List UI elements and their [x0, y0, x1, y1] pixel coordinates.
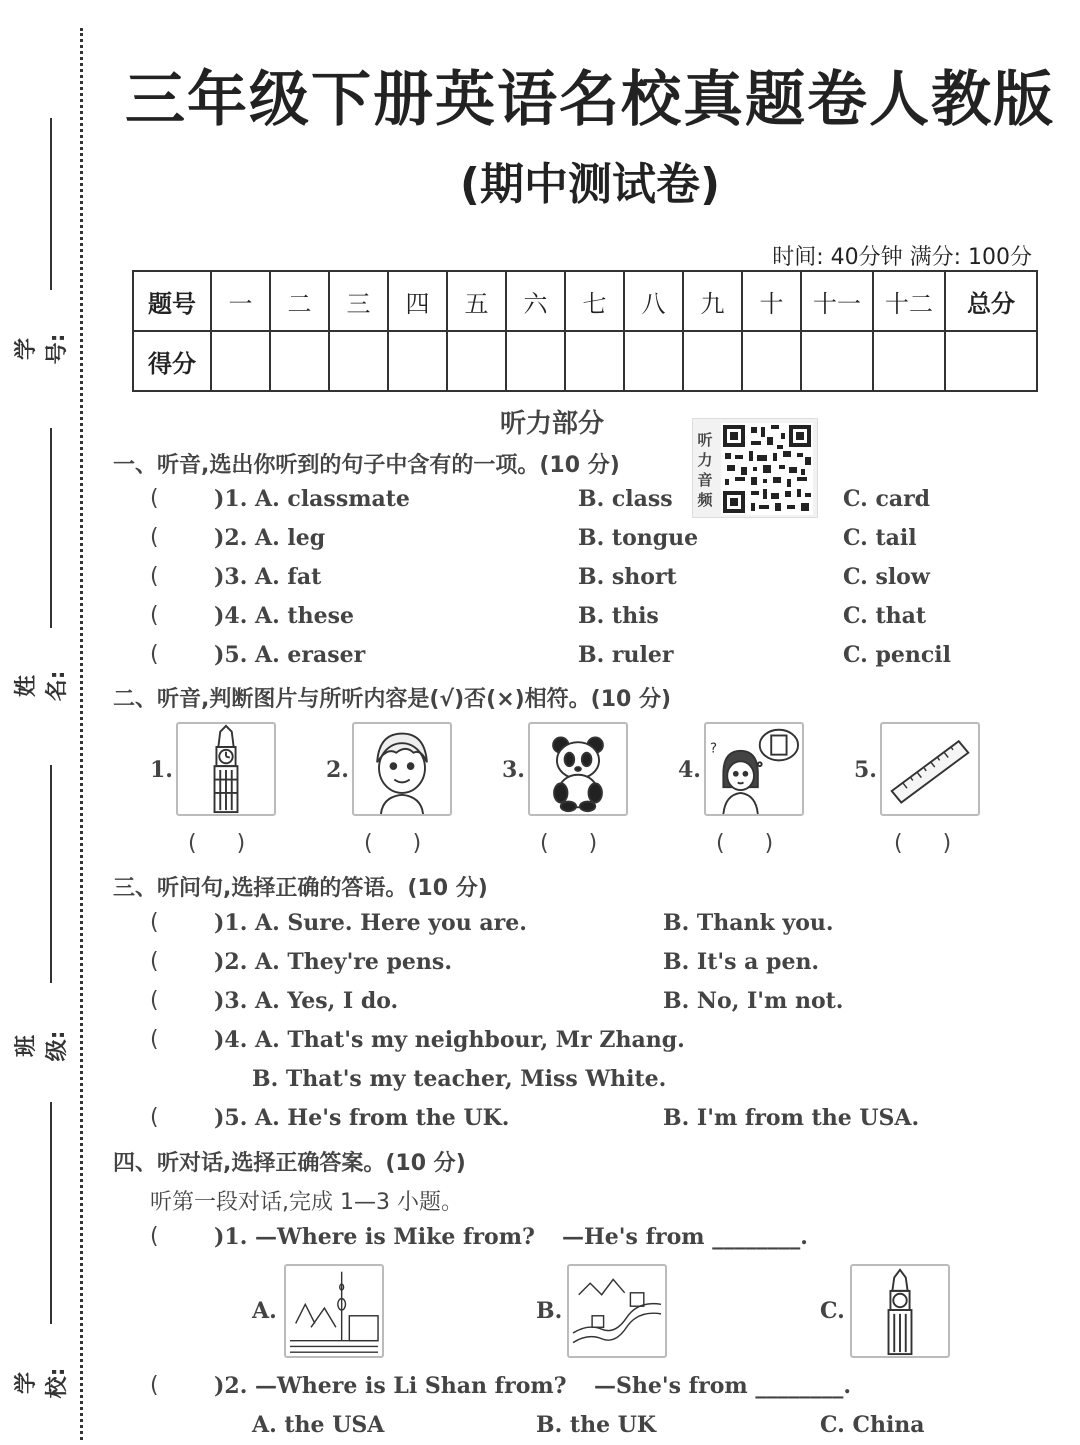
score-input-cell[interactable] — [742, 331, 801, 391]
picture-box — [567, 1264, 667, 1358]
score-input-cell[interactable] — [447, 331, 506, 391]
question-option-a: )2. A. leg — [214, 525, 326, 551]
question-option-a: )1. A. classmate — [214, 486, 410, 512]
city-skyline-icon — [286, 1266, 382, 1356]
score-input-cell[interactable] — [873, 331, 945, 391]
table-cell: 七 — [565, 271, 624, 331]
question-option-b: B. tongue — [578, 525, 699, 551]
score-input-cell[interactable] — [624, 331, 683, 391]
picture-number: 3. — [502, 757, 525, 783]
score-input-cell[interactable] — [565, 331, 624, 391]
answer-paren[interactable]: ( — [150, 910, 159, 935]
table-cell: 九 — [683, 271, 742, 331]
school-label: 学校: — [14, 1367, 70, 1399]
question-option-a: )2. A. They're pens. — [214, 949, 452, 975]
question-option-a: )5. A. He's from the UK. — [214, 1105, 510, 1131]
question-option-c: C. China — [820, 1412, 925, 1438]
table-cell: 三 — [329, 271, 388, 331]
picture-box — [850, 1264, 950, 1358]
svg-text:?: ? — [709, 741, 718, 757]
question-option-b: B. It's a pen. — [663, 949, 820, 975]
great-wall-icon — [569, 1266, 665, 1356]
question-option-b: B. ruler — [578, 642, 674, 668]
picture-box — [880, 722, 980, 816]
answer-paren[interactable]: ( — [150, 564, 159, 589]
question-option-a: )1. A. Sure. Here you are. — [214, 910, 527, 936]
part2-heading: 二、听音,判断图片与所听内容是(√)否(×)相符。(10 分) — [113, 687, 672, 712]
picture-number: 1. — [150, 757, 173, 783]
dialog-answer: —He's from ________. — [562, 1224, 808, 1250]
score-input-cell[interactable] — [388, 331, 447, 391]
time-info: 时间: 40分钟 满分: 100分 — [772, 245, 1032, 270]
table-cell: 八 — [624, 271, 683, 331]
option-label: C. — [820, 1298, 845, 1324]
student-no-line — [50, 118, 52, 290]
big-ben-icon — [852, 1266, 948, 1356]
option-label: B. — [536, 1298, 563, 1324]
table-row — [133, 271, 1037, 331]
score-input-cell[interactable] — [945, 331, 1037, 391]
answer-paren[interactable]: ( — [150, 1373, 159, 1398]
panda-icon — [530, 724, 626, 814]
table-cell: 总分 — [945, 271, 1037, 331]
table-cell: 二 — [270, 271, 329, 331]
score-input-cell[interactable] — [801, 331, 873, 391]
dialog-question: )2. —Where is Li Shan from? — [214, 1373, 567, 1399]
question-option-b: B. Thank you. — [663, 910, 834, 936]
answer-paren[interactable]: ( — [150, 949, 159, 974]
answer-blank[interactable]: () — [540, 831, 638, 856]
boy-face-icon — [354, 724, 450, 814]
part4-heading: 四、听对话,选择正确答案。(10 分) — [113, 1151, 466, 1176]
table-cell: 得分 — [133, 331, 211, 391]
answer-paren[interactable]: ( — [150, 642, 159, 667]
question-option-a: )4. A. these — [214, 603, 354, 629]
score-table — [132, 270, 1038, 392]
score-input-cell[interactable] — [211, 331, 270, 391]
binding-dotted-line — [80, 28, 83, 1440]
picture-number: 2. — [326, 757, 349, 783]
dialog-question: )1. —Where is Mike from? — [214, 1224, 535, 1250]
question-option-b: B. short — [578, 564, 677, 590]
picture-box — [704, 722, 804, 816]
answer-blank[interactable]: () — [364, 831, 462, 856]
picture-box — [284, 1264, 384, 1358]
question-option-a: )5. A. eraser — [214, 642, 366, 668]
table-cell: 四 — [388, 271, 447, 331]
name-line — [50, 428, 52, 628]
table-cell: 十一 — [801, 271, 873, 331]
answer-paren[interactable]: ( — [150, 988, 159, 1013]
picture-box — [352, 722, 452, 816]
question-option-b: B. class — [578, 486, 673, 512]
question-option-c: C. tail — [843, 525, 917, 551]
question-option-a: )4. A. That's my neighbour, Mr Zhang. — [214, 1027, 685, 1053]
dialog-answer: —She's from ________. — [594, 1373, 851, 1399]
question-option-b: B. No, I'm not. — [663, 988, 844, 1014]
page-title: 三年级下册英语名校真题卷人教版 — [125, 65, 1055, 135]
question-option-c: C. that — [843, 603, 927, 629]
part1-heading: 一、听音,选出你听到的句子中含有的一项。(10 分) — [113, 453, 620, 478]
class-line — [50, 765, 52, 983]
answer-blank[interactable]: () — [894, 831, 992, 856]
picture-box — [176, 722, 276, 816]
girl-thinking-icon — [706, 724, 802, 814]
question-option-a: )3. A. Yes, I do. — [214, 988, 399, 1014]
table-row — [133, 331, 1037, 391]
clock-tower-icon — [178, 724, 274, 814]
score-input-cell[interactable] — [329, 331, 388, 391]
student-no-label: 学号: — [14, 333, 70, 365]
question-option-b: B. That's my teacher, Miss White. — [252, 1066, 667, 1092]
picture-box — [528, 722, 628, 816]
ruler-icon — [882, 724, 978, 814]
question-option-b: B. I'm from the USA. — [663, 1105, 920, 1131]
question-option-b: B. this — [578, 603, 659, 629]
picture-number: 5. — [854, 757, 877, 783]
question-option-c: C. slow — [843, 564, 930, 590]
question-option-a: A. the USA — [252, 1412, 385, 1438]
table-cell: 五 — [447, 271, 506, 331]
question-option-a: )3. A. fat — [214, 564, 322, 590]
answer-paren[interactable]: ( — [150, 486, 159, 511]
answer-blank[interactable]: () — [188, 831, 286, 856]
option-label: A. — [252, 1298, 277, 1324]
answer-paren[interactable]: ( — [150, 1027, 159, 1052]
part3-heading: 三、听问句,选择正确的答语。(10 分) — [113, 876, 488, 901]
table-cell: 一 — [211, 271, 270, 331]
name-label: 姓名: — [14, 670, 70, 702]
answer-paren[interactable]: ( — [150, 603, 159, 628]
score-input-cell[interactable] — [683, 331, 742, 391]
part4-instruction: 听第一段对话,完成 1—3 小题。 — [150, 1190, 463, 1215]
table-cell: 题号 — [133, 271, 211, 331]
score-input-cell[interactable] — [506, 331, 565, 391]
question-option-b: B. the UK — [536, 1412, 657, 1438]
answer-paren[interactable]: ( — [150, 1224, 159, 1249]
page-subtitle: (期中测试卷) — [459, 159, 721, 210]
answer-paren[interactable]: ( — [150, 525, 159, 550]
listening-section-title: 听力部分 — [500, 409, 605, 439]
class-label: 班级: — [14, 1030, 70, 1062]
question-option-c: C. card — [843, 486, 931, 512]
answer-paren[interactable]: ( — [150, 1105, 159, 1130]
qr-code-label: 听力音频 — [697, 431, 713, 509]
table-cell: 十 — [742, 271, 801, 331]
school-line — [50, 1102, 52, 1324]
table-cell: 十二 — [873, 271, 945, 331]
answer-blank[interactable]: () — [716, 831, 814, 856]
table-cell: 六 — [506, 271, 565, 331]
score-input-cell[interactable] — [270, 331, 329, 391]
question-option-c: C. pencil — [843, 642, 951, 668]
picture-number: 4. — [678, 757, 701, 783]
